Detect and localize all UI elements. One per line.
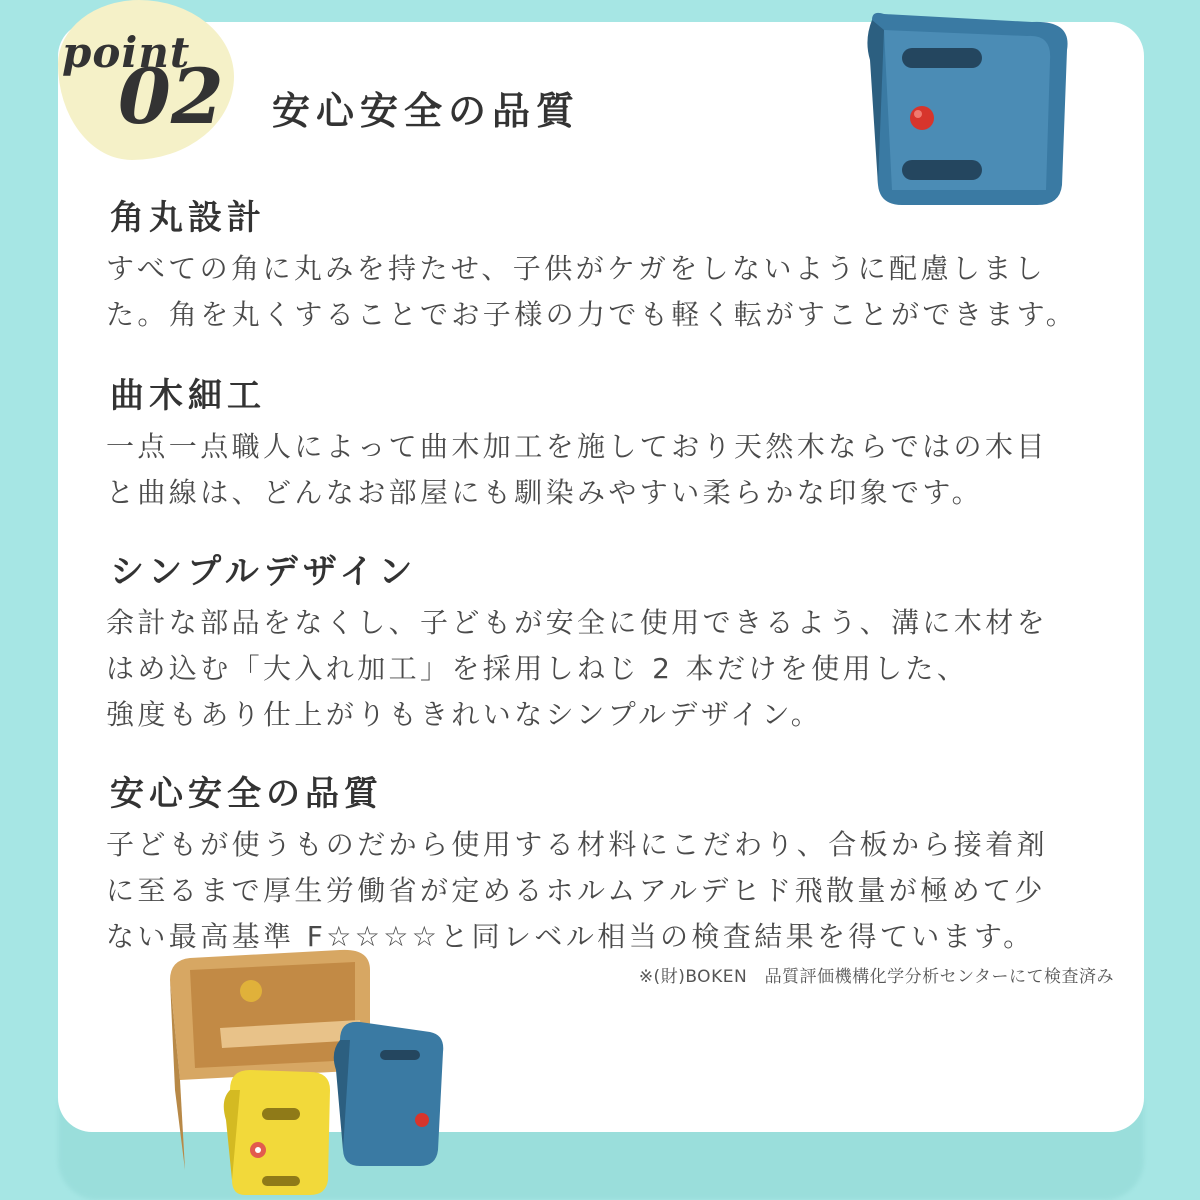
section-heading: 角丸設計 <box>106 196 272 240</box>
blue-chair-image <box>862 0 1082 215</box>
section-body-line: はめ込む「大入れ加工」を採用しねじ 2 本だけを使用した、 <box>106 652 969 685</box>
section-round-corners <box>106 196 1116 338</box>
section-heading: 安心安全の品質 <box>106 772 389 816</box>
section-body-line: 子どもが使うものだから使用する材料にこだわり、合板から接着剤 <box>106 828 1049 861</box>
section-body <box>106 424 1116 516</box>
desk-and-chairs-image <box>160 940 460 1200</box>
section-body-line: すべての角に丸みを持たせ、子供がケガをしないように配慮しまし <box>106 252 1047 285</box>
inspection-note: ※(財)BOKEN 品質評価機構化学分析センターにて検査済み <box>638 967 1114 987</box>
section-simple-design <box>106 550 1116 738</box>
section-heading: シンプルデザイン <box>106 550 423 594</box>
section-body-line: に至るまで厚生労働省が定めるホルムアルデヒド飛散量が極めて少 <box>106 874 1046 907</box>
point-badge-number: 02 <box>118 52 224 141</box>
section-heading: 曲木細工 <box>106 374 272 418</box>
section-body-line: た。角を丸くすることでお子様の力でも軽く転がすことができます。 <box>106 298 1078 331</box>
page-title: 安心安全の品質 <box>272 89 581 133</box>
section-body-line: ない最高基準 F☆☆☆☆と同レベル相当の検査結果を得ています。 <box>106 920 1035 953</box>
section-body <box>106 600 1116 738</box>
section-body-line: 余計な部品をなくし、子どもが安全に使用できるよう、溝に木材を <box>106 606 1049 639</box>
point-badge-word: point <box>62 28 191 77</box>
section-safety-quality <box>106 772 1116 960</box>
section-body <box>106 822 1116 960</box>
section-body <box>106 246 1116 338</box>
section-bentwood <box>106 374 1116 516</box>
section-body-line: 強度もあり仕上がりもきれいなシンプルデザイン。 <box>106 698 823 731</box>
section-body-line: と曲線は、どんなお部屋にも馴染みやすい柔らかな印象です。 <box>106 476 983 509</box>
section-body-line: 一点一点職人によって曲木加工を施しており天然木ならではの木目 <box>106 430 1048 463</box>
